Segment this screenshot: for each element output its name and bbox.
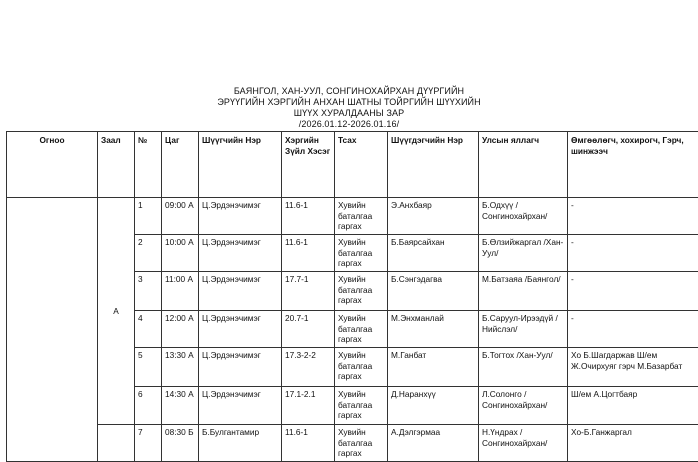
article-cell: 17.7-1 [282,272,335,311]
col-header-date: Огноо [7,132,98,198]
prosecutor-cell: Б.Саруул-Ирээдүй /Нийслэл/ [479,311,568,348]
col-header-judge: Шүүгчийн Нэр [199,132,282,198]
article-cell: 11.6-1 [282,198,335,235]
defense-cell: - [568,272,698,311]
article-cell: 17.3-2-2 [282,348,335,387]
prosecutor-cell: Б.Одхүү /Сонгинохайрхан/ [479,198,568,235]
num-cell: 2 [135,235,162,272]
num-cell: 6 [135,387,162,425]
hall-cell: А [98,198,135,425]
type-cell: Хувийн баталгаа гаргах [335,387,388,425]
type-cell: Хувийн баталгаа гаргах [335,311,388,348]
judge-cell: Ц.Эрдэнэчимэг [199,235,282,272]
defense-cell: Ш/ем А.Цогтбаяр [568,387,698,425]
table-row [7,425,698,462]
judge-cell: Ц.Эрдэнэчимэг [199,272,282,311]
time-cell: 10:00 А [162,235,199,272]
type-cell: Хувийн баталгаа гаргах [335,425,388,462]
type-cell: Хувийн баталгаа гаргах [335,235,388,272]
defendant-cell: М.Ганбат [388,348,479,387]
time-cell: 09:00 А [162,198,199,235]
judge-cell: Ц.Эрдэнэчимэг [199,387,282,425]
num-cell: 3 [135,272,162,311]
prosecutor-cell: Л.Солонго /Сонгинохайрхан/ [479,387,568,425]
col-header-type: Тсах [335,132,388,198]
header-line-1: БАЯНГОЛ, ХАН-УУЛ, СОНГИНОХАЙРХАН ДҮҮРГИЙН [0,86,698,97]
defendant-cell: Б.Сэнгэдагва [388,272,479,311]
time-cell: 12:00 А [162,311,199,348]
hall-cell [98,425,135,462]
defendant-cell: Б.Баярсайхан [388,235,479,272]
defendant-cell: Э.Анхбаяр [388,198,479,235]
time-cell: 13:30 А [162,348,199,387]
schedule-table [6,131,698,462]
judge-cell: Б.Булгантамир [199,425,282,462]
col-header-prosecutor: Улсын яллагч [479,132,568,198]
num-cell: 7 [135,425,162,462]
defense-cell: - [568,235,698,272]
header-line-2: ЭРҮҮГИЙН ХЭРГИЙН АНХАН ШАТНЫ ТОЙРГИЙН ШҮҮХИЙН [0,97,698,108]
col-header-time: Цаг [162,132,199,198]
prosecutor-cell: Б.Тогтох /Хан-Уул/ [479,348,568,387]
date-cell [7,198,98,462]
judge-cell: Ц.Эрдэнэчимэг [199,198,282,235]
num-cell: 5 [135,348,162,387]
prosecutor-cell: Б.Өлзийжаргал /Хан-Уул/ [479,235,568,272]
time-cell: 14:30 А [162,387,199,425]
time-cell: 08:30 Б [162,425,199,462]
col-header-defendant: Шүүгдэгчийн Нэр [388,132,479,198]
article-cell: 11.6-1 [282,425,335,462]
defense-cell: - [568,311,698,348]
table-header-row [7,132,698,198]
defendant-cell: Д.Наранхүү [388,387,479,425]
defendant-cell: А.Дэлгэрмаа [388,425,479,462]
defendant-cell: М.Энхманлай [388,311,479,348]
col-header-article: Хэргийн Зүйл Хэсэг [282,132,335,198]
type-cell: Хувийн баталгаа гаргах [335,348,388,387]
article-cell: 17.1-2.1 [282,387,335,425]
header-line-3: ШҮҮХ ХУРАЛДААНЫ ЗАР [0,108,698,119]
article-cell: 20.7-1 [282,311,335,348]
defense-cell: Хо-Б.Ганжаргал [568,425,698,462]
prosecutor-cell: Н.Үндрах /Сонгинохайрхан/ [479,425,568,462]
col-header-num: № [135,132,162,198]
defense-cell: Хо Б.Шагдаржав Ш/ем Ж.Очирхуяг гэрч М.Базарбат [568,348,698,387]
table-row [7,198,698,235]
article-cell: 11.6-1 [282,235,335,272]
time-cell: 11:00 А [162,272,199,311]
type-cell: Хувийн баталгаа гаргах [335,272,388,311]
col-header-hall: Заал [98,132,135,198]
judge-cell: Ц.Эрдэнэчимэг [199,348,282,387]
num-cell: 1 [135,198,162,235]
col-header-defense: Өмгөөлөгч, хохирогч, Гэрч, шинжээч [568,132,698,198]
header-date-range: /2026.01.12-2026.01.16/ [0,119,698,130]
type-cell: Хувийн баталгаа гаргах [335,198,388,235]
defense-cell: - [568,198,698,235]
judge-cell: Ц.Эрдэнэчимэг [199,311,282,348]
num-cell: 4 [135,311,162,348]
prosecutor-cell: М.Батзаяа /Баянгол/ [479,272,568,311]
